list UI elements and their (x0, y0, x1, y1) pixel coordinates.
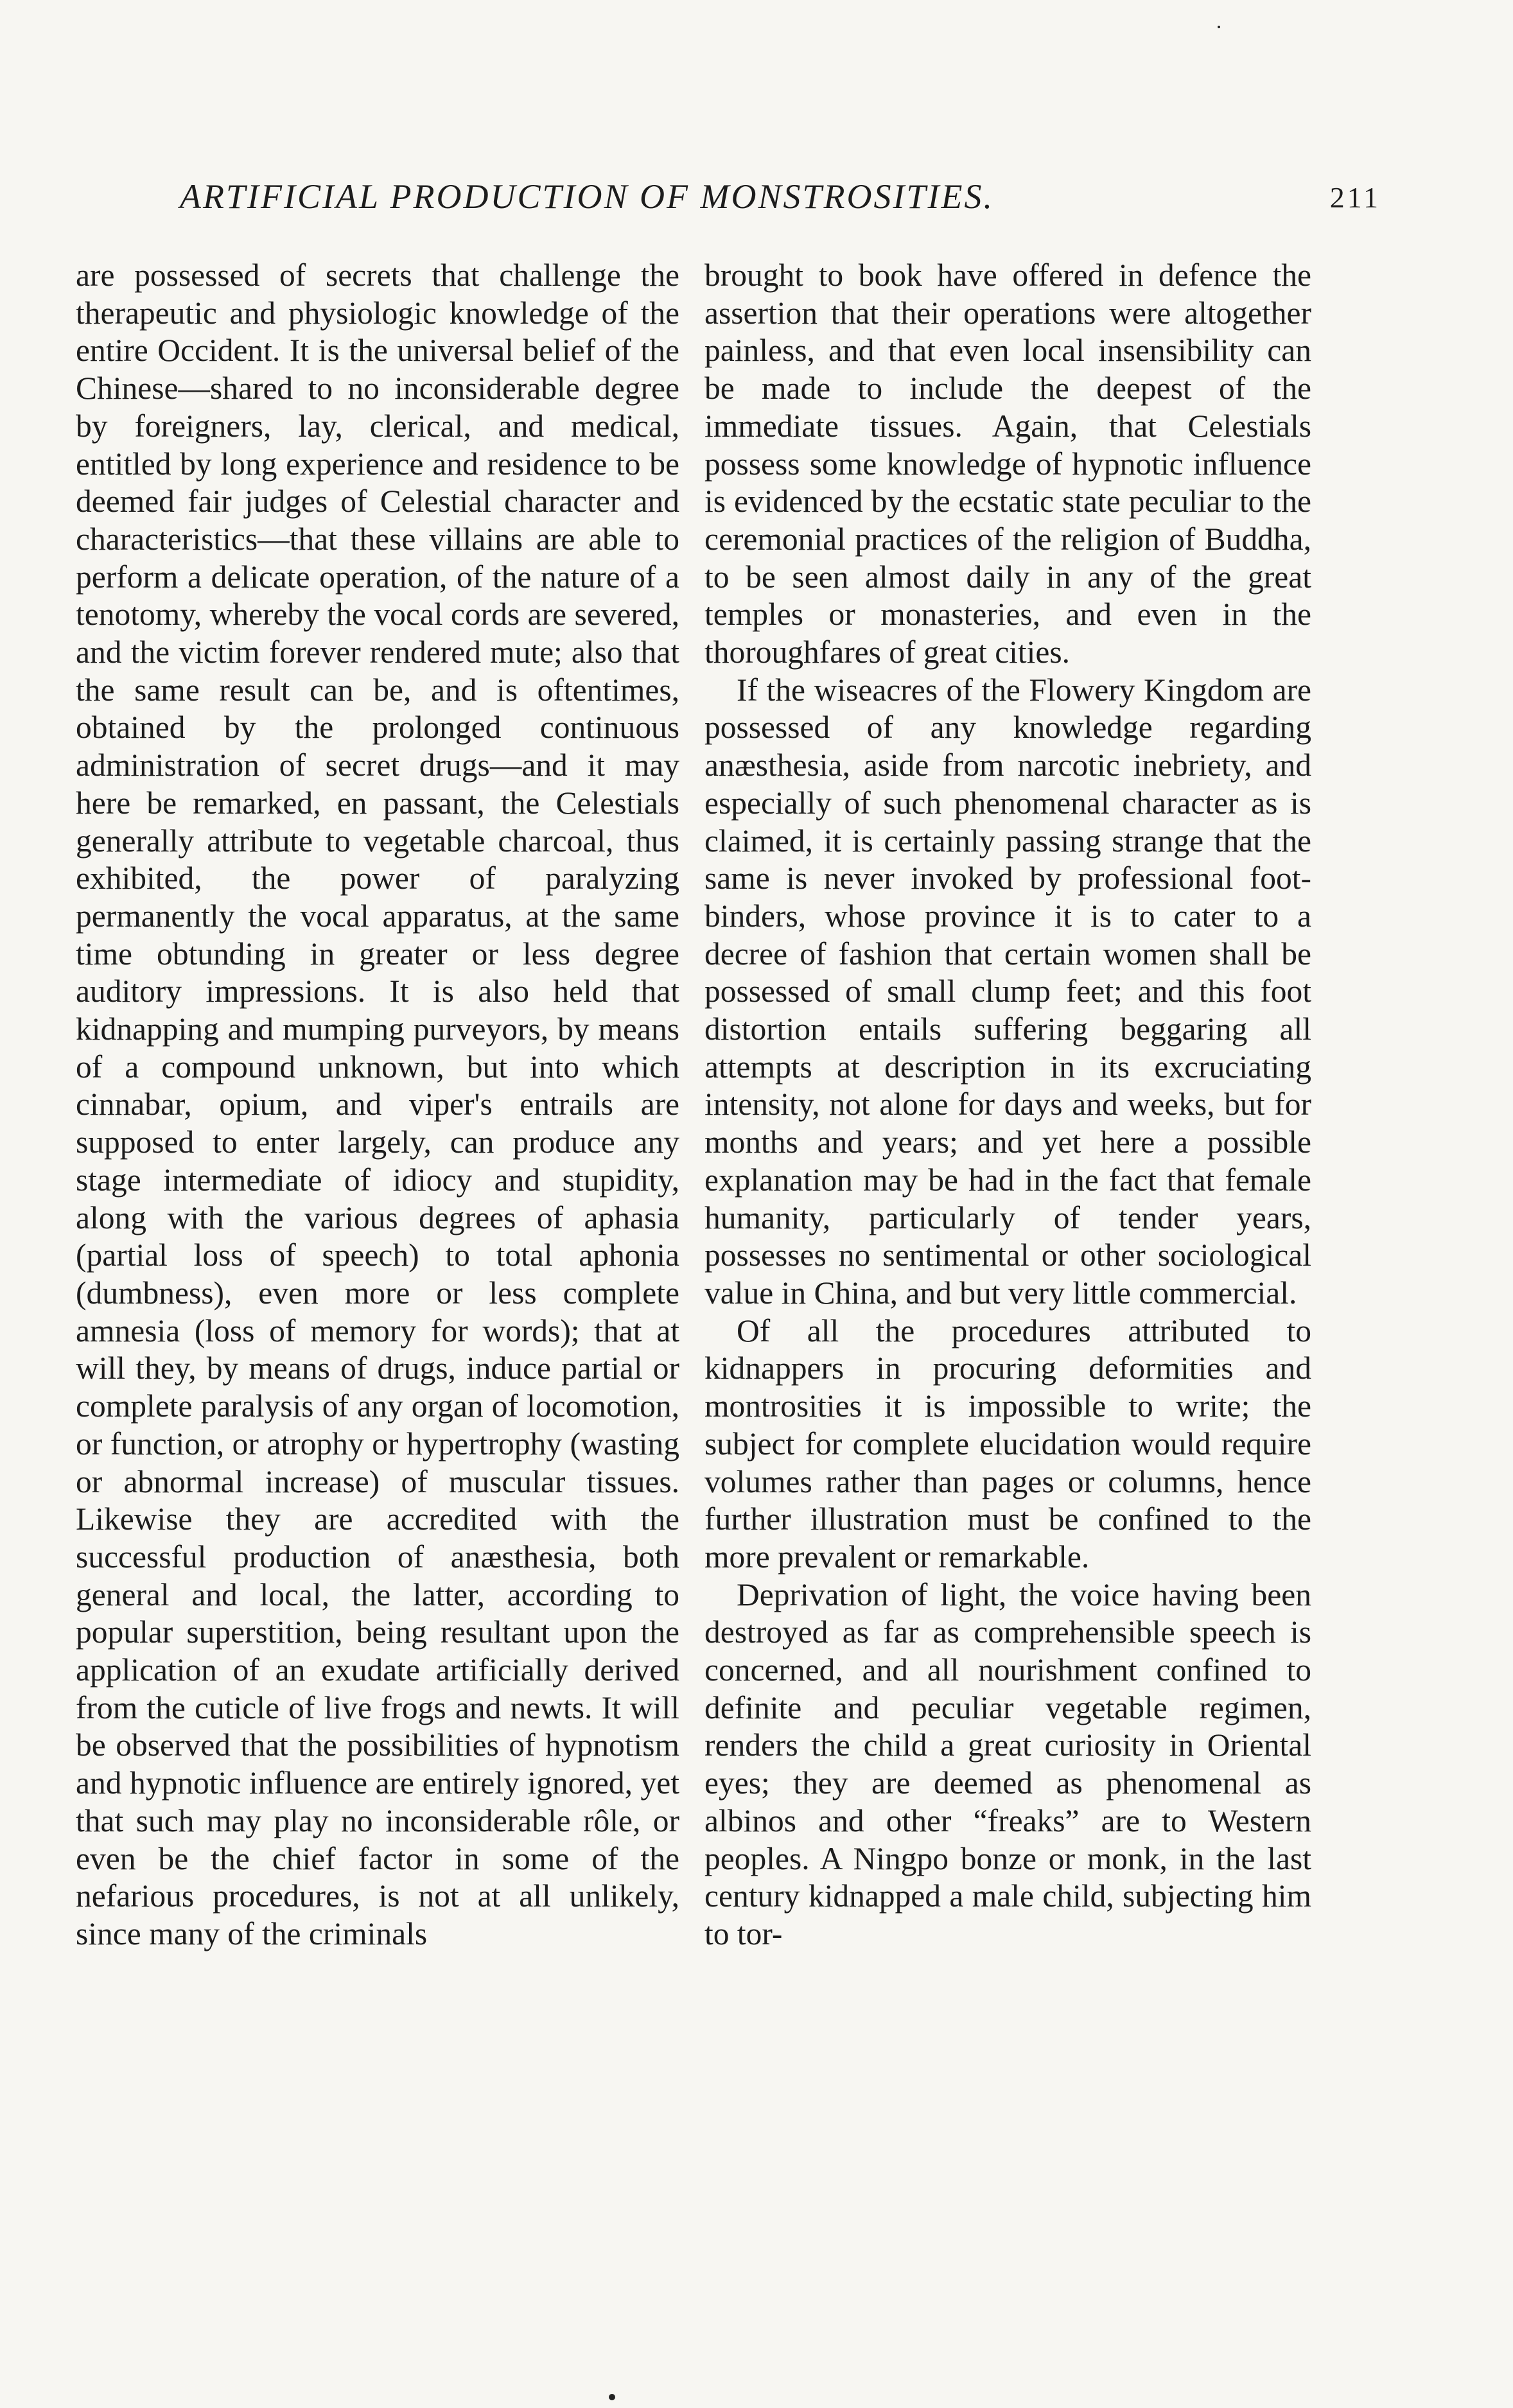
running-title: ARTIFICIAL PRODUCTION OF MONSTROSITIES. (180, 177, 994, 216)
right-column (704, 257, 1311, 1953)
print-speck (609, 2394, 615, 2400)
page-number: 211 (1329, 181, 1381, 214)
left-column (76, 257, 679, 1953)
right-paragraph-4: Deprivation of light, the voice having been destroyed as far as comprehensible speech is concerned, and all nourishment confined to definite and peculiar vegetable regimen, renders the child a great curiosity in Oriental eyes; they are deemed as phenomenal as albinos and other “freaks” are to Western peoples. A Ningpo bonze or monk, in the last century kidnapped a male child, subjecting him to tor- (704, 1576, 1311, 1951)
right-paragraph-2: If the wiseacres of the Flowery Kingdom are possessed of any knowledge regarding anæsthesia, aside from narcotic inebriety, and especially of such phenomenal character as is claimed, it is certainly passing strange that the same is never invoked by professional foot-binders, whose province it is to cater to a decree of fashion that certain women shall be possessed of small clump feet; and this foot distortion entails suffering beggaring all attempts at description in its excruciating intensity, not alone for days and weeks, but for months and years; and yet here a possible explanation may be had in the fact that female humanity, particularly of tender years, possesses no sentimental or other sociological value in China, and but very little commercial. (704, 672, 1311, 1311)
right-paragraph-3: Of all the procedures attributed to kidnappers in procuring deformities and montrosities it is impossible to write; the subject for complete elucidation would require volumes rather than pages or columns, hence further illustration must be confined to the more prevalent or remarkable. (704, 1313, 1311, 1575)
print-speck (1218, 26, 1220, 28)
running-head (180, 177, 1381, 228)
left-paragraph-1: are possessed of secrets that challenge the therapeutic and physiologic knowledge of the entire Occident. It is the universal belief of the Chinese—shared to no inconsiderable degree by foreigners, lay, clerical, and medical, entitled by long experience and residence to be deemed fair judges of Celestial character and characteristics—that these villains are able to perform a delicate operation, of the nature of a tenotomy, whereby the vocal cords are severed, and the victim forever rendered mute; also that the same result can be, and is oftentimes, obtained by the prolonged continuous administration of secret drugs—and it may here be remarked, en passant, the Celestials generally attribute to vegetable charcoal, thus exhibited, the power of paralyzing permanently the vocal apparatus, at the same time obtunding in greater or less degree auditory impressions. It is also held that kidnapping and mumping purveyors, by means of a compound unknown, but into which cinnabar, opium, and viper's entrails are supposed to enter largely, can produce any stage intermediate of idiocy and stupidity, along with the various degrees of aphasia (partial loss of speech) to total aphonia (dumbness), even more or less complete amnesia (loss of memory for words); that at will they, by means of drugs, induce partial or complete paralysis of any organ of locomotion, or function, or atrophy or hypertrophy (wasting or abnormal increase) of muscular tissues. Likewise they are accredited with the successful production of anæsthesia, both general and local, the latter, according to popular superstition, being resultant upon the application of an exudate artificially derived from the cuticle of live frogs and newts. It will be observed that the possibilities of hypnotism and hypnotic influence are entirely ignored, yet that such may play no inconsiderable rôle, or even be the chief factor in some of the nefarious procedures, is not at all unlikely, since many of the criminals (76, 257, 679, 1951)
right-paragraph-1: brought to book have offered in defence the assertion that their operations were altogether painless, and that even local insensibility can be made to include the deepest of the immediate tissues. Again, that Celestials possess some knowledge of hypnotic influence is evidenced by the ecstatic state peculiar to the ceremonial practices of the religion of Buddha, to be seen almost daily in any of the great temples or monasteries, and even in the thoroughfares of great cities. (704, 257, 1311, 670)
